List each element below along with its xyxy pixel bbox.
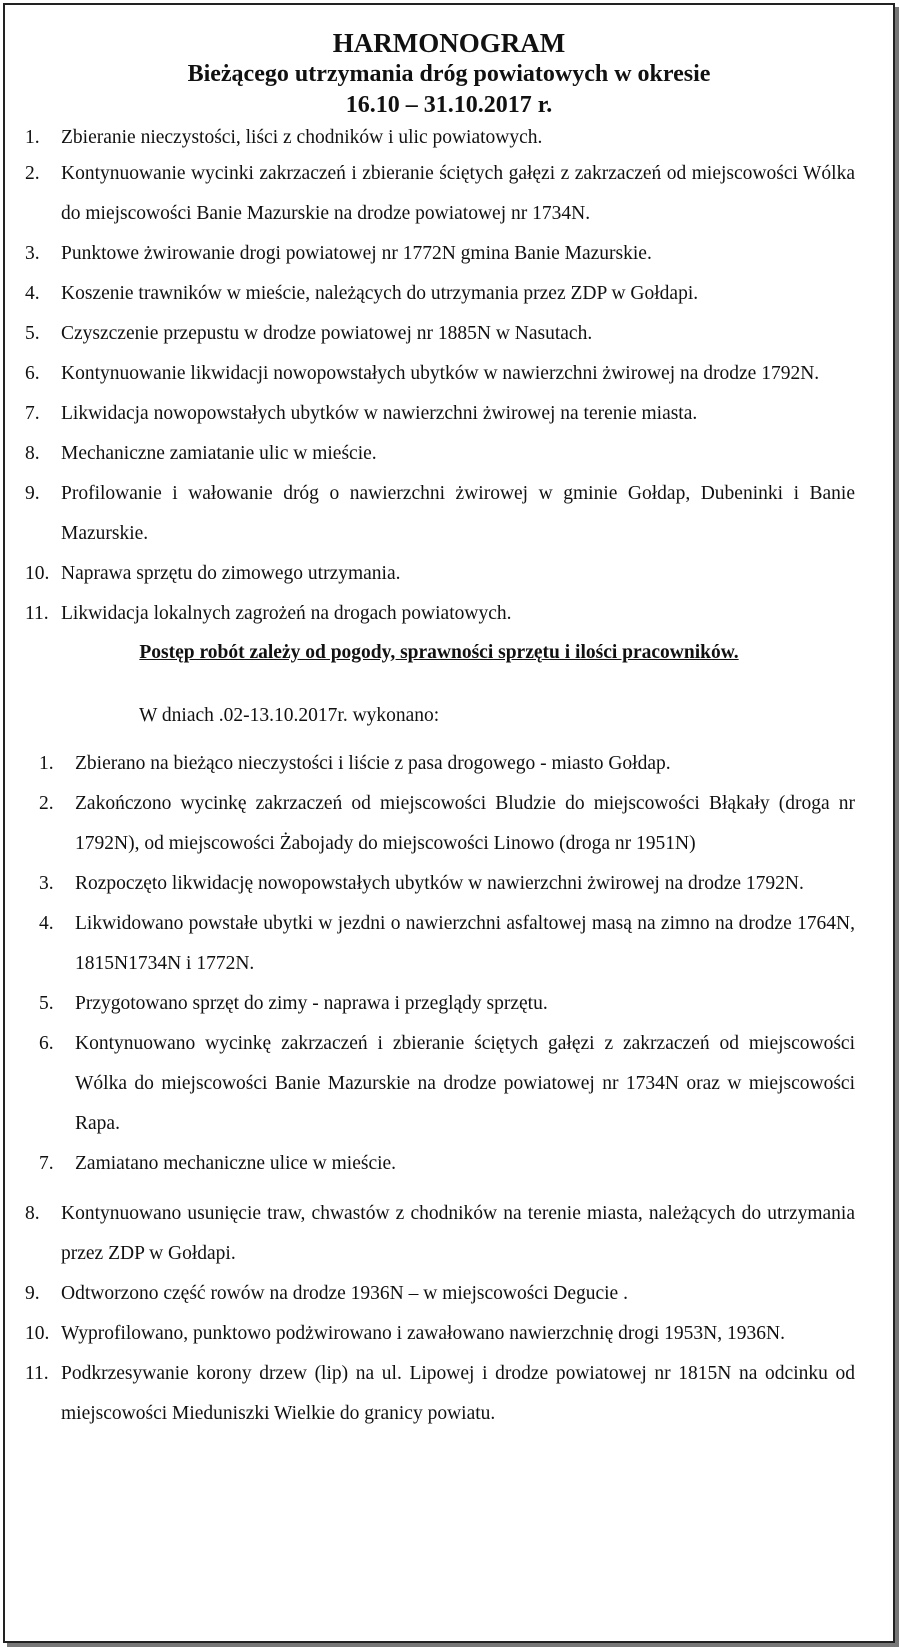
- done-heading: W dniach .02-13.10.2017r. wykonano:: [139, 705, 440, 726]
- list-item: [25, 274, 855, 314]
- list-item-number: 8.: [25, 1203, 40, 1224]
- list-item-number: 9.: [25, 483, 40, 504]
- document-frame: [3, 3, 895, 1643]
- list-item: [39, 1024, 855, 1144]
- list-item-number: 6.: [39, 1033, 54, 1054]
- list-item-number: 1.: [39, 753, 54, 774]
- list-item-text: Podkrzesywanie korony drzew (lip) na ul. Lipowej i drodze powiatowej nr 1815N na odcinku od miejscowości Mieduniszki Wielkie do granicy powiatu.: [61, 1363, 855, 1424]
- list-item-number: 11.: [25, 1363, 49, 1384]
- list-item-number: 11.: [25, 603, 49, 624]
- done-list-b: [25, 1194, 855, 1434]
- list-item-text: Kontynuowano usunięcie traw, chwastów z chodników na terenie miasta, należących do utrzymania przez ZDP w Gołdapi.: [61, 1203, 855, 1264]
- list-item: [39, 784, 855, 864]
- document-title: HARMONOGRAM: [332, 28, 566, 58]
- list-item-text: Kontynuowanie likwidacji nowopowstałych ubytków w nawierzchni żwirowej na drodze 1792N.: [61, 363, 820, 384]
- list-item: [25, 314, 855, 354]
- list-item: [25, 434, 855, 474]
- list-item-text: Koszenie trawników w mieście, należących do utrzymania przez ZDP w Gołdapi.: [61, 283, 699, 304]
- list-item-text: Likwidacja nowopowstałych ubytków w nawierzchni żwirowej na terenie miasta.: [61, 403, 698, 424]
- list-item-number: 9.: [25, 1283, 40, 1304]
- plan-list: [25, 122, 855, 634]
- list-item: [25, 1194, 855, 1274]
- list-item-text: Przygotowano sprzęt do zimy - naprawa i przeglądy sprzętu.: [75, 993, 548, 1014]
- list-item-number: 5.: [39, 993, 54, 1014]
- list-item-text: Rozpoczęto likwidację nowopowstałych ubytków w nawierzchni żwirowej na drodze 1792N.: [75, 873, 804, 894]
- list-item-number: 4.: [39, 913, 54, 934]
- list-item: [25, 354, 855, 394]
- document-period: 16.10 – 31.10.2017 r.: [345, 92, 553, 118]
- list-item-number: 8.: [25, 443, 40, 464]
- list-item-text: Naprawa sprzętu do zimowego utrzymania.: [61, 563, 401, 584]
- list-item-text: Wyprofilowano, punktowo podżwirowano i zawałowano nawierzchnię drogi 1953N, 1936N.: [61, 1323, 785, 1344]
- list-item-number: 7.: [39, 1153, 54, 1174]
- list-item: [25, 122, 855, 154]
- done-list-a: [39, 744, 855, 1184]
- list-item-number: 3.: [39, 873, 54, 894]
- list-item-number: 3.: [25, 243, 40, 264]
- list-item-text: Kontynuowano wycinkę zakrzaczeń i zbieranie ściętych gałęzi z zakrzaczeń od miejscowości Wólka do miejscowości Banie Mazurskie na drodze powiatowej nr 1734N oraz w miejscowości Rapa.: [75, 1033, 855, 1134]
- list-item: [39, 864, 855, 904]
- list-item-number: 6.: [25, 363, 40, 384]
- document-header: [5, 27, 893, 120]
- list-item-text: Czyszczenie przepustu w drodze powiatowej nr 1885N w Nasutach.: [61, 323, 593, 344]
- list-item-number: 7.: [25, 403, 40, 424]
- list-item: [25, 154, 855, 234]
- list-item-number: 5.: [25, 323, 40, 344]
- list-item-text: Zbierano na bieżąco nieczystości i liście z pasa drogowego - miasto Gołdap.: [75, 753, 671, 774]
- list-item: [25, 234, 855, 274]
- list-item-text: Zbieranie nieczystości, liści z chodników i ulic powiatowych.: [61, 127, 543, 148]
- list-item-number: 4.: [25, 283, 40, 304]
- list-item-number: 10.: [25, 1323, 50, 1344]
- list-item: [25, 594, 855, 634]
- list-item-text: Zamiatano mechaniczne ulice w mieście.: [75, 1153, 397, 1174]
- list-item-number: 2.: [25, 163, 40, 184]
- list-item: [25, 1314, 855, 1354]
- list-item-text: Zakończono wycinkę zakrzaczeń od miejscowości Bludzie do miejscowości Błąkały (droga nr 1792N), od miejscowości Żabojady do miejscowości Linowo (droga nr 1951N): [75, 793, 855, 854]
- list-item: [25, 1274, 855, 1314]
- list-item-text: Odtworzono część rowów na drodze 1936N – w miejscowości Degucie .: [61, 1283, 628, 1304]
- list-item-text: Punktowe żwirowanie drogi powiatowej nr 1772N gmina Banie Mazurskie.: [61, 243, 652, 264]
- list-item-text: Kontynuowanie wycinki zakrzaczeń i zbieranie ściętych gałęzi z zakrzaczeń od miejscowości Wólka do miejscowości Banie Mazurskie na drodze powiatowej nr 1734N.: [61, 163, 855, 224]
- list-item: [39, 984, 855, 1024]
- list-item: [25, 394, 855, 434]
- list-item-number: 2.: [39, 793, 54, 814]
- list-item-number: 10.: [25, 563, 50, 584]
- list-item-text: Mechaniczne zamiatanie ulic w mieście.: [61, 443, 377, 464]
- list-item-text: Profilowanie i wałowanie dróg o nawierzchni żwirowej w gminie Gołdap, Dubeninki i Banie Mazurskie.: [61, 483, 855, 544]
- list-item-text: Likwidacja lokalnych zagrożeń na drogach powiatowych.: [61, 603, 512, 624]
- list-item: [25, 554, 855, 594]
- list-item-number: 1.: [25, 127, 40, 148]
- document-subtitle: Bieżącego utrzymania dróg powiatowych w okresie: [187, 61, 711, 87]
- progress-note: Postęp robót zależy od pogody, sprawności sprzętu i ilości pracowników.: [139, 642, 739, 663]
- list-item: [39, 744, 855, 784]
- list-item-text: Likwidowano powstałe ubytki w jezdni o nawierzchni asfaltowej masą na zimno na drodze 1764N, 1815N1734N i 1772N.: [75, 913, 855, 974]
- list-item: [39, 1144, 855, 1184]
- list-item: [25, 474, 855, 554]
- list-item: [25, 1354, 855, 1434]
- list-item: [39, 904, 855, 984]
